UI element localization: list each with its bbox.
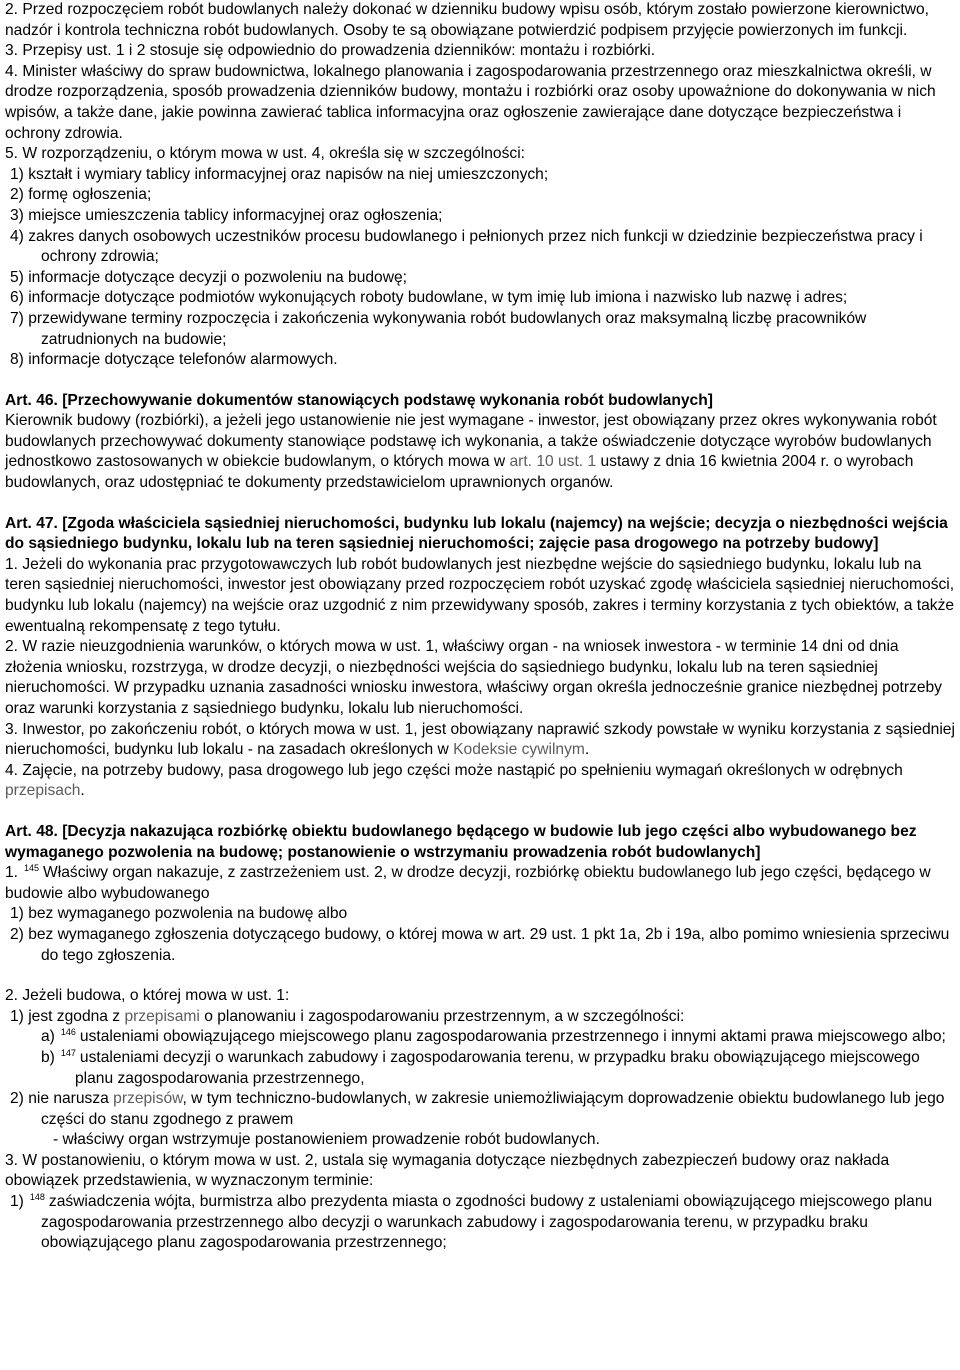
art46-link[interactable]: art. 10 ust. 1: [509, 453, 597, 471]
paragraph-4: 4. Minister właściwy do spraw budownictwa, lokalnego planowania i zagospodarowania przestrzennego oraz mieszkalnictwa określi, w drodze rozporządzenia, sposób prowadzenia dzienników budowy, montażu i rozbiórki oraz osoby upoważnione do dokonywania w nich wpisów, a także dane, jakie powinna zawierać tablica informacyjna oraz ogłoszenie zawierające dane dotyczące bezpieczeństwa i ochrony zdrowia.: [5, 62, 936, 142]
footnote-ref[interactable]: 145: [24, 863, 40, 874]
dash-conclusion: - właściwy organ wstrzymuje postanowieniem prowadzenie robót budowlanych.: [53, 1131, 600, 1149]
paragraph-2: 2. Przed rozpoczęciem robót budowlanych należy dokonać w dzienniku budowy wpisu osób, którym zostało powierzone kierownictwo, nadzór i kontrola techniczna robót budowlanych. Osoby te są obowiązane potwierdzić podpisem przyjęcie powierzonych im funkcji.: [5, 1, 929, 39]
footnote-ref[interactable]: 146: [60, 1027, 76, 1038]
list-item: a) $^{146}$ ustaleniami obowiązującego miejscowego planu zagospodarowania przestrzennego i innymi aktami prawa miejscowego albo;: [41, 1027, 946, 1046]
list-item: 2) formę ogłoszenia;: [10, 186, 152, 204]
art47-paragraph-2: 2. W razie nieuzgodnienia warunków, o których mowa w ust. 1, właściwy organ - na wniosek inwestora - w terminie 14 dni od dnia złożenia wniosku, rozstrzyga, w drodze decyzji, o niezbędności wejścia do sąsiedniego budynku, lokalu lub na teren sąsiedniej nieruchomości. W przypadku uznania zasadności wniosku inwestora, właściwy organ określa jednocześnie granice niezbędnej potrzeby oraz warunki korzystania z sąsiedniego budynku, lokalu lub nieruchomości.: [5, 638, 942, 717]
art47-paragraph-4: 4. Zajęcie, na potrzeby budowy, pasa drogowego lub jego części może nastąpić po spełnieniu wymagań określonych w odrębnych przepisach.: [5, 761, 903, 800]
art47-paragraph-1: 1. Jeżeli do wykonania prac przygotowawczych lub robót budowlanych jest niezbędne wejście do sąsiedniego budynku, lokalu lub na teren sąsiedniej nieruchomości, inwestor jest obowiązany przed rozpoczęciem robót uzyskać zgodę właściciela sąsiedniej nieruchomości, budynku lub lokalu (najemcy) na wejście oraz uzgodnić z nim przewidywany sposób, zakres i terminy korzystania z tych obiektów, a także ewentualną rekompensatę z tego tytułu.: [5, 555, 955, 635]
art46-body: Kierownik budowy (rozbiórki), a jeżeli jego ustanowienie nie jest wymagane - inwestor, jest obowiązany przez okres wykonywania robót budowlanych przechowywać dokumenty stanowiące podstawę ich wykonania, a także oświadczenie dotyczące wyrobów budowlanych jednostkowo zastosowanych w obiekcie budowlanym, o których mowa w art. 10 ust. 1 ustawy z dnia 16 kwietnia 2004 r. o wyrobach budowlanych, oraz udostępniać te dokumenty przedstawicielom uprawnionych organów.: [5, 412, 937, 492]
list-item: 7) przewidywane terminy rozpoczęcia i zakończenia wykonywania robót budowlanych oraz maksymalną liczbę pracowników zatrudnionych na budowie;: [10, 309, 867, 348]
list-item: 4) zakres danych osobowych uczestników procesu budowlanego i pełnionych przez nich funkcji w dziedzinie bezpieczeństwa pracy i ochrony zdrowia;: [10, 227, 923, 266]
list-item: 5) informacje dotyczące decyzji o pozwoleniu na budowę;: [10, 268, 407, 286]
list-item: 1) jest zgodna z przepisami o planowaniu i zagospodarowaniu przestrzennym, a w szczególności:: [10, 1007, 685, 1025]
list-item: 1) kształt i wymiary tablicy informacyjnej oraz napisów na niej umieszczonych;: [10, 165, 549, 183]
przepisach-link[interactable]: przepisach: [5, 782, 81, 800]
przepisow-link[interactable]: przepisów: [113, 1090, 183, 1108]
art48-heading: Art. 48. [Decyzja nakazująca rozbiórkę obiektu budowlanego będącego w budowie lub jego części albo wybudowanego bez wymaganego pozwolenia na budowę; postanowienie o wstrzymaniu prowadzenia robót budowlanych]: [5, 822, 917, 861]
list-item: 1) bez wymaganego pozwolenia na budowę albo: [10, 905, 348, 923]
art48-paragraph-2: 2. Jeżeli budowa, o której mowa w ust. 1:: [5, 987, 290, 1005]
art48-paragraph-1: 1. $^{145}$ Właściwy organ nakazuje, z zastrzeżeniem ust. 2, w drodze decyzji, rozbiórkę obiektu budowlanego lub jego części, będącego w budowie albo wybudowanego: [5, 863, 931, 902]
art48-paragraph-3: 3. W postanowieniu, o którym mowa w ust. 2, ustala się wymagania dotyczące niezbędnych zabezpieczeń budowy oraz nakłada obowiązek przedstawienia, w wyznaczonym terminie:: [5, 1151, 890, 1190]
list-item: 3) miejsce umieszczenia tablicy informacyjnej oraz ogłoszenia;: [10, 206, 443, 224]
list-item: 8) informacje dotyczące telefonów alarmowych.: [10, 351, 338, 369]
paragraph-3: 3. Przepisy ust. 1 i 2 stosuje się odpowiednio do prowadzenia dzienników: montażu i rozbiórki.: [5, 42, 656, 60]
footnote-ref[interactable]: 147: [60, 1047, 76, 1058]
art46-heading: Art. 46. [Przechowywanie dokumentów stanowiących podstawę wykonania robót budowlanych]: [5, 391, 713, 409]
list-item: 2) nie narusza przepisów, w tym techniczno-budowlanych, w zakresie uniemożliwiającym doprowadzenie obiektu budowlanego lub jego części do stanu zgodnego z prawem: [10, 1090, 945, 1128]
kodeks-cywilny-link[interactable]: Kodeksie cywilnym: [453, 741, 585, 759]
list-item: 1) $^{148}$ zaświadczenia wójta, burmistrza albo prezydenta miasta o zgodności budowy z ustaleniami obowiązującego miejscowego planu zagospodarowania przestrzennego albo decyzji o warunkach zabudowy i zagospodarowania terenu, w przypadku braku obowiązującego planu zagospodarowania przestrzennego;: [10, 1192, 933, 1252]
list-item: 6) informacje dotyczące podmiotów wykonujących roboty budowlane, w tym imię lub imiona i nazwisko lub nazwę i adres;: [10, 289, 848, 307]
list-item: b) $^{147}$ ustaleniami decyzji o warunkach zabudowy i zagospodarowania terenu, w przypadku braku obowiązującego miejscowego planu zagospodarowania przestrzennego,: [41, 1047, 920, 1087]
art47-paragraph-3: 3. Inwestor, po zakończeniu robót, o których mowa w ust. 1, jest obowiązany naprawić szkody powstałe w wyniku korzystania z sąsiedniej nieruchomości, budynku lub lokalu - na zasadach określonych w Kodeksie cywilnym.: [5, 720, 955, 759]
paragraph-5: 5. W rozporządzeniu, o którym mowa w ust. 4, określa się w szczególności:: [5, 145, 525, 163]
list-item: 2) bez wymaganego zgłoszenia dotyczącego budowy, o której mowa w art. 29 ust. 1 pkt 1a, 2b i 19a, albo pomimo wniesienia sprzeciwu do tego zgłoszenia.: [10, 925, 950, 964]
art47-heading: Art. 47. [Zgoda właściciela sąsiedniej nieruchomości, budynku lub lokalu (najemcy) na wejście; decyzja o niezbędności wejścia do sąsiedniego budynku, lokalu lub na teren sąsiedniej nieruchomości; zajęcie pasa drogowego na potrzeby budowy]: [5, 514, 948, 553]
footnote-ref[interactable]: 148: [29, 1192, 45, 1203]
przepisami-link[interactable]: przepisami: [124, 1007, 200, 1025]
